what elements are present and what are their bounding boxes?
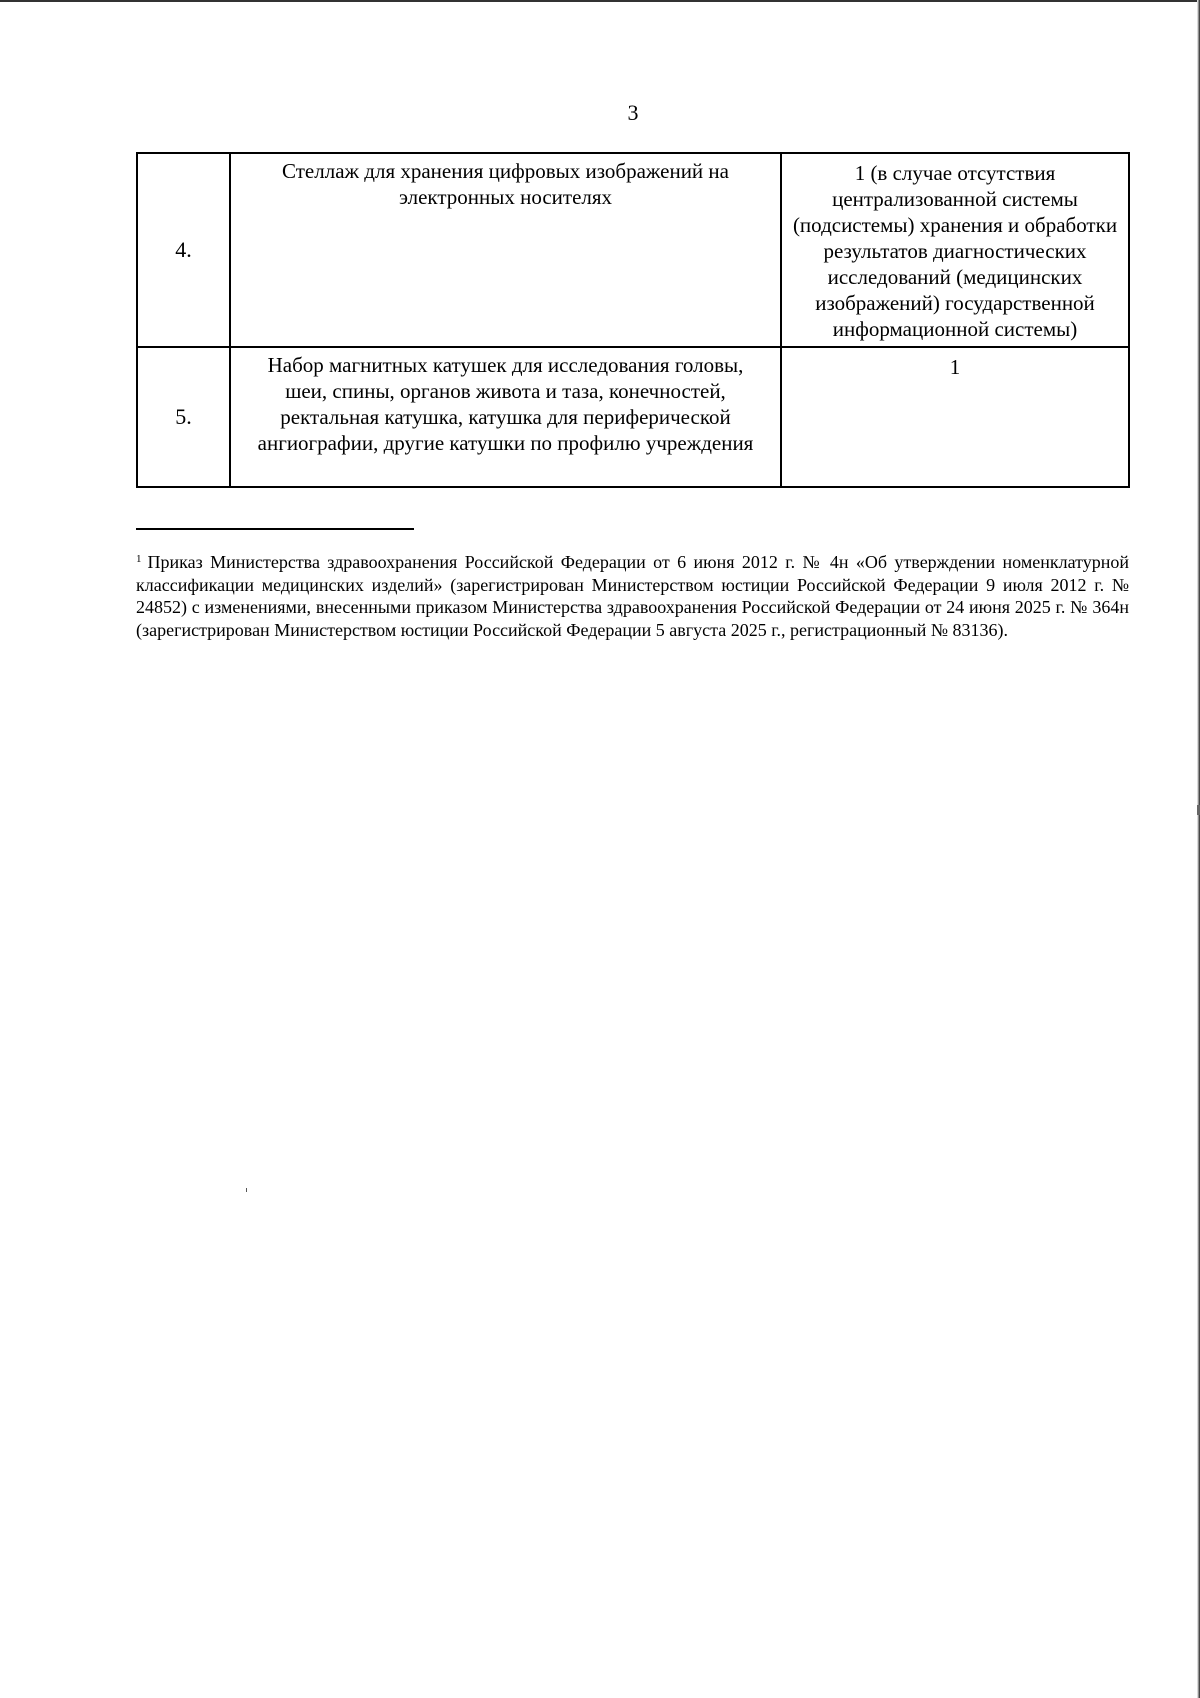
page-number: 3 [627, 100, 639, 125]
row-number: 4. [137, 153, 230, 347]
row-number: 5. [137, 347, 230, 487]
equipment-quantity-text: 1 [949, 355, 961, 379]
equipment-quantity [781, 347, 1129, 487]
equipment-quantity-text: 1 (в случае отсутствия централизованной системы (подсистемы) хранения и обработки результатов диагностических исследований (медицинских изображений) государственной информационной системы) [792, 161, 1118, 341]
equipment-name-text: Набор магнитных катушек для исследования головы, шеи, спины, органов живота и таза, конечностей, ректальная катушка, катушка для периферической ангиографии, другие катушки по профилю учреждения [257, 353, 754, 455]
equipment-name-text: Стеллаж для хранения цифровых изображений на электронных носителях [282, 159, 729, 209]
footnote-text: Приказ Министерства здравоохранения Российской Федерации от 6 июня 2012 г. № 4н «Об утверждении номенклатурной классификации медицинских изделий» (зарегистрирован Министерством юстиции Российской Федерации 9 июля 2012 г. № 24852) с изменениями, внесенными приказом Министерства здравоохранения Российской Федерации от 24 июня 2025 г. № 364н (зарегистрирован Министерством юстиции Российской Федерации 5 августа 2025 г., регистрационный № 83136). [136, 552, 1129, 640]
scan-edge-top [0, 0, 1200, 2]
scan-speck [246, 1188, 247, 1192]
footnote [136, 548, 1129, 641]
table-row [137, 153, 1129, 347]
footnote-marker: 1 [136, 553, 142, 565]
equipment-quantity [781, 153, 1129, 347]
equipment-table [136, 152, 1130, 488]
footnote-separator [136, 528, 414, 530]
equipment-name [230, 153, 781, 347]
equipment-name [230, 347, 781, 487]
table-row [137, 347, 1129, 487]
